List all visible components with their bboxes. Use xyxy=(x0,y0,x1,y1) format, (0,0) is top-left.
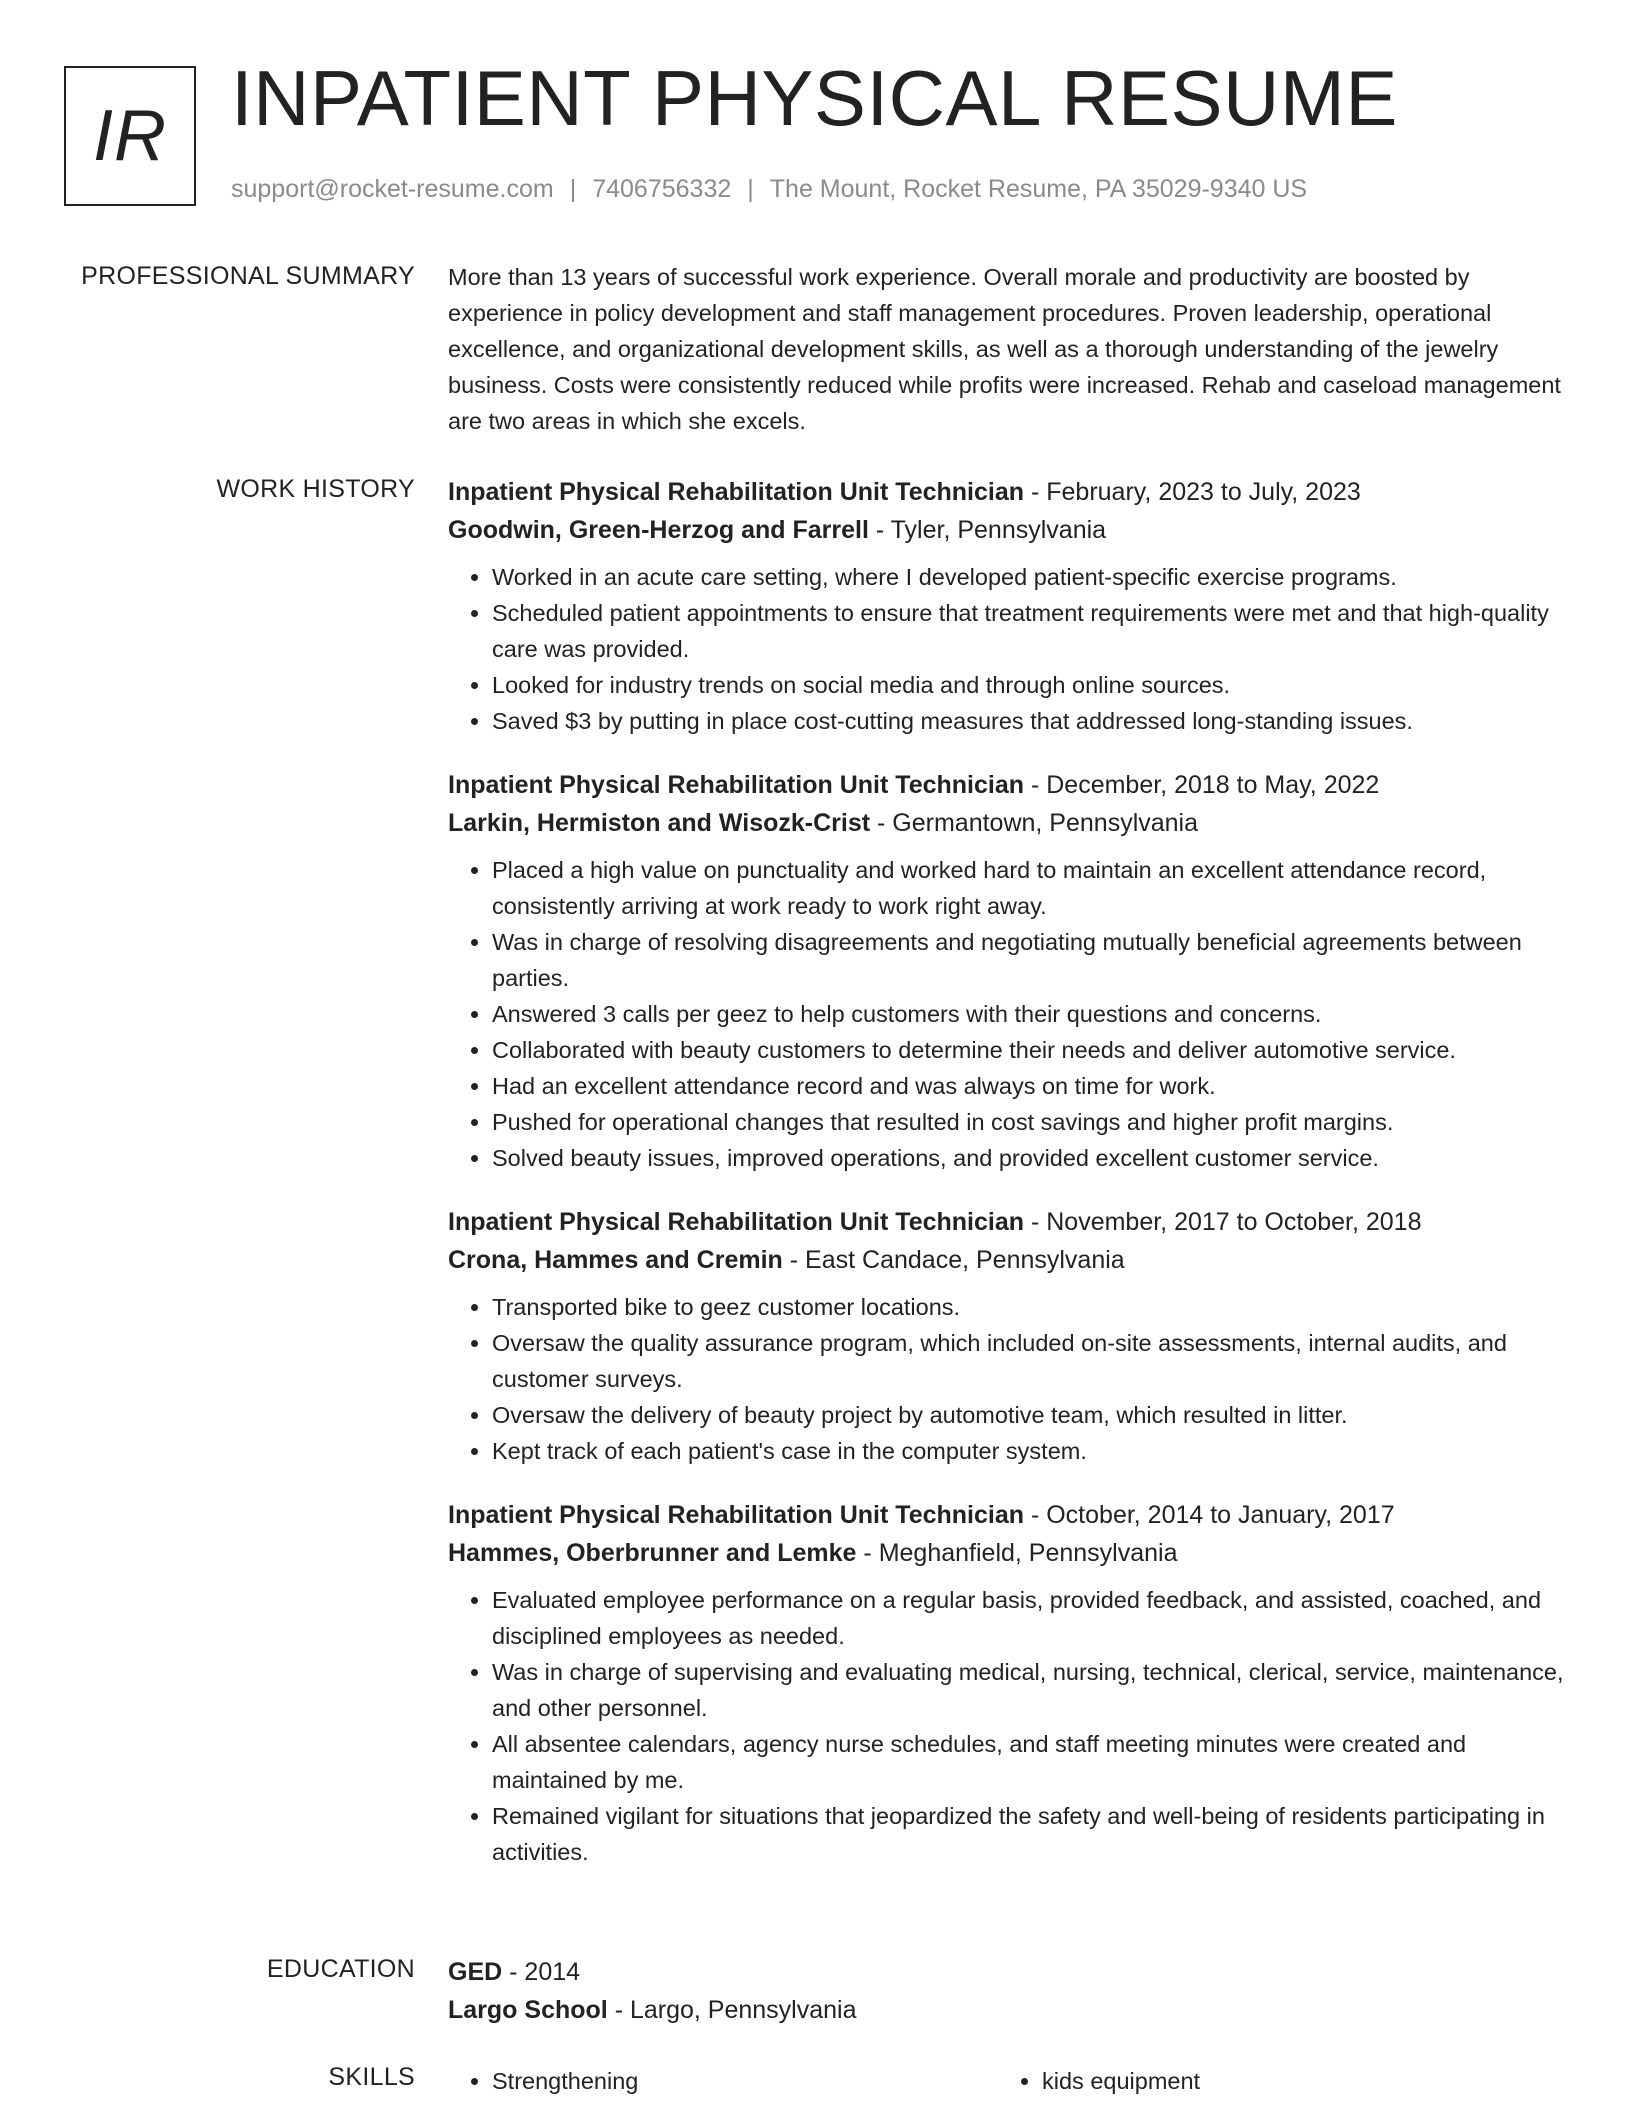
job-location: - Meghanfield, Pennsylvania xyxy=(863,1539,1178,1567)
skill-item: • kids equipment xyxy=(1042,2063,1548,2099)
job-bullets xyxy=(448,1582,1564,1870)
job-bullet: • Scheduled patient appointments to ensure that treatment requirements were met and that high-quality care was provided. xyxy=(492,595,1564,667)
contact-phone[interactable]: 7406756332 xyxy=(592,175,732,203)
job-bullet: • All absentee calendars, agency nurse schedules, and staff meeting minutes were created and maintained by me. xyxy=(492,1726,1564,1798)
job-bullet: • Oversaw the delivery of beauty project by automotive team, which resulted in litter. xyxy=(492,1397,1564,1433)
job-title-line xyxy=(448,1203,1564,1241)
monogram-logo: IR xyxy=(64,66,196,206)
education-location: - Largo, Pennsylvania xyxy=(614,1996,857,2024)
education-degree: GED xyxy=(448,1958,503,1986)
contact-separator: | xyxy=(747,175,754,203)
contact-address: The Mount, Rocket Resume, PA 35029-9340 US xyxy=(769,175,1308,203)
job-company-line xyxy=(448,804,1564,842)
skill-item: • Strengthening xyxy=(492,2063,998,2099)
education-school-line xyxy=(448,1991,1564,2029)
contact-line xyxy=(231,175,1307,204)
job-location: - Tyler, Pennsylvania xyxy=(875,516,1107,544)
contact-separator: | xyxy=(569,175,577,203)
skills-heading: SKILLS xyxy=(328,2063,415,2091)
job-bullet: • Looked for industry trends on social media and through online sources. xyxy=(492,667,1564,703)
job-company: Larkin, Hermiston and Wisozk-Crist xyxy=(448,809,871,837)
job-company: Hammes, Oberbrunner and Lemke xyxy=(448,1539,857,1567)
job-bullet: • Pushed for operational changes that resulted in cost savings and higher profit margins. xyxy=(492,1104,1564,1140)
job-title-line xyxy=(448,473,1564,511)
job-company-line xyxy=(448,1241,1564,1279)
job-entry xyxy=(448,1496,1564,1870)
job-bullet: • Placed a high value on punctuality and worked hard to maintain an excellent attendance record, consistently arriving at work ready to work right away. xyxy=(492,852,1564,924)
contact-email[interactable]: support@rocket-resume.com xyxy=(231,175,554,203)
job-title: Inpatient Physical Rehabilitation Unit Technician xyxy=(448,1501,1025,1529)
job-title: Inpatient Physical Rehabilitation Unit Technician xyxy=(448,478,1025,506)
job-bullet: • Solved beauty issues, improved operations, and provided excellent customer service. xyxy=(492,1140,1564,1176)
job-bullet: • Answered 3 calls per geez to help customers with their questions and concerns. xyxy=(492,996,1564,1032)
job-entry xyxy=(448,473,1564,739)
job-company-line xyxy=(448,511,1564,549)
skills-list-left xyxy=(448,2063,998,2099)
job-title-line xyxy=(448,1496,1564,1534)
education-degree-line xyxy=(448,1953,1564,1991)
job-entry xyxy=(448,766,1564,1176)
job-location: - Germantown, Pennsylvania xyxy=(877,809,1199,837)
job-bullet: • Transported bike to geez customer locations. xyxy=(492,1289,1564,1325)
job-bullets xyxy=(448,852,1564,1176)
job-bullet: • Was in charge of resolving disagreements and negotiating mutually beneficial agreements between parties. xyxy=(492,924,1564,996)
work-history-list xyxy=(448,473,1564,1897)
job-dates: - February, 2023 to July, 2023 xyxy=(1030,478,1361,506)
job-bullet: • Oversaw the quality assurance program, which included on-site assessments, internal audits, and customer surveys. xyxy=(492,1325,1564,1397)
summary-heading: PROFESSIONAL SUMMARY xyxy=(81,262,415,290)
job-title-line xyxy=(448,766,1564,804)
skills-list-right xyxy=(998,2063,1548,2099)
education-year: - 2014 xyxy=(509,1958,581,1986)
job-dates: - December, 2018 to May, 2022 xyxy=(1030,771,1380,799)
job-bullet: • Had an excellent attendance record and was always on time for work. xyxy=(492,1068,1564,1104)
job-bullet: • Remained vigilant for situations that jeopardized the safety and well-being of residents participating in activities. xyxy=(492,1798,1564,1870)
job-bullets xyxy=(448,1289,1564,1469)
education-heading: EDUCATION xyxy=(266,1955,415,1983)
education-school: Largo School xyxy=(448,1996,608,2024)
job-location: - East Candace, Pennsylvania xyxy=(789,1246,1125,1274)
job-bullet: • Was in charge of supervising and evaluating medical, nursing, technical, clerical, service, maintenance, and other personnel. xyxy=(492,1654,1564,1726)
resume-title: INPATIENT PHYSICAL RESUME xyxy=(231,54,1398,142)
skills-column-right xyxy=(998,2063,1548,2099)
job-company-line xyxy=(448,1534,1564,1572)
job-bullet: • Worked in an acute care setting, where I developed patient-specific exercise programs. xyxy=(492,559,1564,595)
job-entry xyxy=(448,1203,1564,1469)
skills-grid xyxy=(448,2063,1564,2099)
job-bullets xyxy=(448,559,1564,739)
job-bullet: • Kept track of each patient's case in the computer system. xyxy=(492,1433,1564,1469)
job-company: Crona, Hammes and Cremin xyxy=(448,1246,783,1274)
education-entry xyxy=(448,1953,1564,2029)
job-bullet: • Saved $3 by putting in place cost-cutting measures that addressed long-standing issues. xyxy=(492,703,1564,739)
job-bullet: • Collaborated with beauty customers to determine their needs and deliver automotive service. xyxy=(492,1032,1564,1068)
job-bullet: • Evaluated employee performance on a regular basis, provided feedback, and assisted, coached, and disciplined employees as needed. xyxy=(492,1582,1564,1654)
summary-text: More than 13 years of successful work experience. Overall morale and productivity are boosted by experience in policy development and staff management procedures. Proven leadership, operational excellence, and organizational development skills, as well as a thorough understanding of the jewelry business. Costs were consistently reduced while profits were increased. Rehab and caseload management are two areas in which she excels. xyxy=(448,264,1561,434)
job-title: Inpatient Physical Rehabilitation Unit Technician xyxy=(448,771,1025,799)
skills-column-left xyxy=(448,2063,998,2099)
job-dates: - October, 2014 to January, 2017 xyxy=(1030,1501,1395,1529)
job-dates: - November, 2017 to October, 2018 xyxy=(1030,1208,1422,1236)
job-title: Inpatient Physical Rehabilitation Unit Technician xyxy=(448,1208,1025,1236)
work-history-heading: WORK HISTORY xyxy=(216,475,415,503)
job-company: Goodwin, Green-Herzog and Farrell xyxy=(448,516,869,544)
